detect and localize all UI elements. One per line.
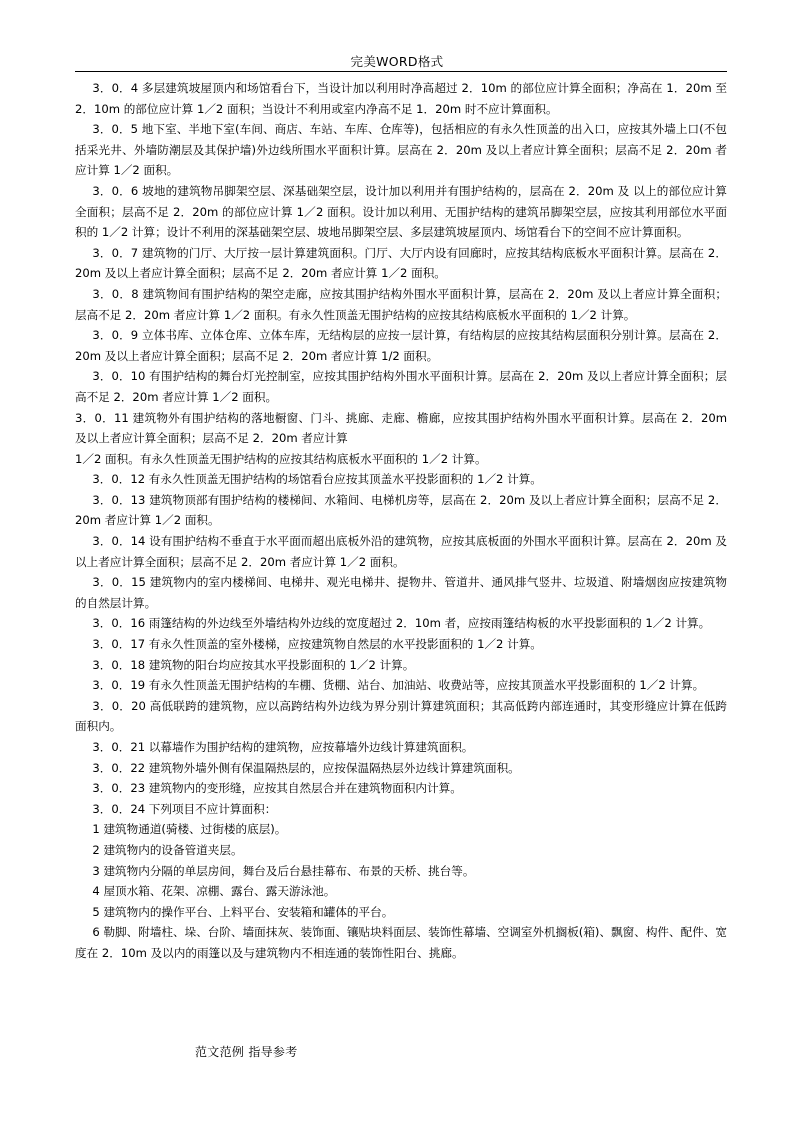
body-paragraph: 3．0．8 建筑物间有围护结构的架空走廊，应按其围护结构外围水平面积计算，层高在 2．20m 及以上者应计算全面积；层高不足 2．20m 者应计算 1／2 面积。有永久性顶盖无围护结构的应按其结构底板水平面积的 1／2 计算。 <box>75 286 727 322</box>
body-paragraph: 3．0．11 建筑物外有围护结构的落地橱窗、门斗、挑廊、走廊、檐廊，应按其围护结构外围水平面积计算。层高在 2．20m 及以上者应计算全面积；层高不足 2．20m 者应计算 <box>75 410 727 446</box>
body-paragraph: 3．0．4 多层建筑坡屋顶内和场馆看台下，当设计加以利用时净高超过 2．10m 的部位应计算全面积；净高在 1．20m 至 2．10m 的部位应计算 1／2 面积；当设计不利用或室内净高不足 1．20m 时不应计算面积。 <box>75 81 727 116</box>
body-paragraph: 3．0．10 有围护结构的舞台灯光控制室，应按其围护结构外围水平面积计算。层高在 2．20m 及以上者应计算全面积；层高不足 2．20m 者应计算 1／2 面积。 <box>75 369 727 404</box>
body-paragraph: 3．0．13 建筑物顶部有围护结构的楼梯间、水箱间、电梯机房等，层高在 2．20m 及以上者应计算全面积；层高不足 2．20m 者应计算 1／2 面积。 <box>75 492 727 528</box>
body-paragraph: 3 建筑物内分隔的单层房间，舞台及后台悬挂幕布、布景的天桥、挑台等。 <box>92 863 475 878</box>
body-paragraph: 3．0．23 建筑物内的变形缝，应按其自然层合并在建筑物面积内计算。 <box>92 781 462 796</box>
body-paragraph: 4 屋顶水箱、花架、凉棚、露台、露天游泳池。 <box>92 884 336 899</box>
header-rule <box>75 71 727 72</box>
body-paragraph: 3．0．19 有永久性顶盖无围护结构的车棚、货棚、站台、加油站、收费站等，应按其顶盖水平投影面积的 1／2 计算。 <box>92 678 705 693</box>
page-footer: 范文范例 指导参考 <box>195 1045 298 1059</box>
body-paragraph: 3．0．15 建筑物内的室内楼梯间、电梯井、观光电梯井、提物井、管道井、通风排气竖井、垃圾道、附墙烟囱应按建筑物的自然层计算。 <box>75 575 727 610</box>
body-paragraph: 3．0．6 坡地的建筑物吊脚架空层、深基础架空层，设计加以利用并有围护结构的，层高在 2．20m 及 以上的部位应计算全面积；层高不足 2．20m 的部位应计算 1／2 面积。设计加以利用、无围护结构的建筑吊脚架空层，应按其利用部位水平面积的 1／2 计算；设计不利用的深基础架空层、坡地吊脚架空层、多层建筑坡屋顶内、场馆看台下的空间不应计算面积。 <box>75 183 727 240</box>
body-paragraph: 1 建筑物通道(骑楼、过街楼的底层)。 <box>92 822 287 837</box>
body-paragraph: 3．0．14 设有围护结构不垂直于水平面而超出底板外沿的建筑物，应按其底板面的外围水平面积计算。层高在 2．20m 及以上者应计算全面积；层高不足 2．20m 者应计算 1／2 面积。 <box>75 534 727 569</box>
body-paragraph: 6 勒脚、附墙柱、垛、台阶、墙面抹灰、装饰面、镶贴块料面层、装饰性幕墙、空调室外机搁板(箱)、飘窗、构件、配件、宽度在 2．10m 及以内的雨篷以及与建筑物内不相连通的装饰性阳台、挑廊。 <box>75 925 727 960</box>
document-body <box>75 78 727 964</box>
page-header: 完美WORD格式 <box>350 54 444 69</box>
body-paragraph: 1／2 面积。有永久性顶盖无围护结构的应按其结构底板水平面积的 1／2 计算。 <box>75 451 487 466</box>
body-paragraph: 3．0．12 有永久性顶盖无围护结构的场馆看台应按其顶盖水平投影面积的 1／2 计算。 <box>92 472 542 487</box>
body-paragraph: 3．0．7 建筑物的门厅、大厅按一层计算建筑面积。门厅、大厅内设有回廊时，应按其结构底板水平面积计算。层高在 2．20m 及以上者应计算全面积；层高不足 2．20m 者应计算 1／2 面积。 <box>75 245 727 281</box>
body-paragraph: 3．0．9 立体书库、立体仓库、立体车库，无结构层的应按一层计算，有结构层的应按其结构层面积分别计算。层高在 2．20m 及以上者应计算全面积；层高不足 2．20m 者应计算 1/2 面积。 <box>75 328 727 363</box>
body-paragraph: 3．0．24 下列项目不应计算面积： <box>92 801 277 816</box>
body-paragraph: 3．0．20 高低联跨的建筑物，应以高跨结构外边线为界分别计算建筑面积；其高低跨内部连通时，其变形缝应计算在低跨面积内。 <box>75 698 727 734</box>
body-paragraph: 3．0．16 雨篷结构的外边线至外墙结构外边线的宽度超过 2．10m 者，应按雨篷结构板的水平投影面积的 1／2 计算。 <box>92 616 711 631</box>
body-paragraph: 3．0．5 地下室、半地下室(车间、商店、车站、车库、仓库等)，包括相应的有永久性顶盖的出入口，应按其外墙上口(不包括采光井、外墙防潮层及其保护墙)外边线所围水平面积计算。层高在 2．20m 及以上者应计算全面积；层高不足 2．20m 者应计算 1／2 面积。 <box>75 122 727 178</box>
body-paragraph: 3．0．17 有永久性顶盖的室外楼梯，应按建筑物自然层的水平投影面积的 1／2 计算。 <box>92 637 542 652</box>
body-paragraph: 2 建筑物内的设备管道夹层。 <box>92 842 243 857</box>
body-paragraph: 5 建筑物内的操作平台、上料平台、安装箱和罐体的平台。 <box>92 904 394 919</box>
body-paragraph: 3．0．18 建筑物的阳台均应按其水平投影面积的 1／2 计算。 <box>92 657 415 672</box>
body-paragraph: 3．0．21 以幕墙作为围护结构的建筑物，应按幕墙外边线计算建筑面积。 <box>92 740 474 754</box>
body-paragraph: 3．0．22 建筑物外墙外侧有保温隔热层的，应按保温隔热层外边线计算建筑面积。 <box>92 760 520 775</box>
